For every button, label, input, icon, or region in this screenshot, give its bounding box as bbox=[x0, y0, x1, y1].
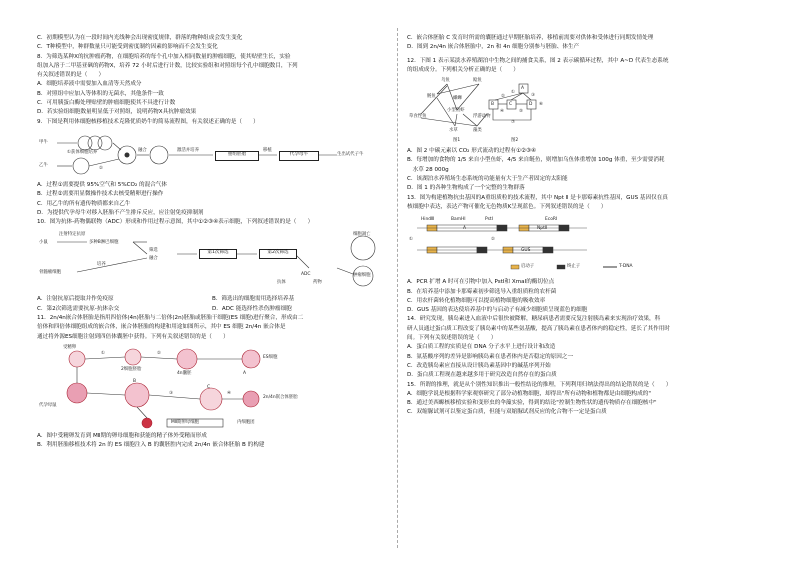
q12-fish2: 鲶鱼 bbox=[473, 78, 482, 84]
q12-arrow-6: ⑥ bbox=[539, 102, 543, 108]
q12-arrow-5: ⑤ bbox=[519, 109, 523, 115]
q12-node-b: B bbox=[491, 102, 495, 108]
text-line: C．T种模型中，种群数量只可能受到密度制约因素的影响而不会发生变化 bbox=[37, 44, 218, 51]
q11-stage: MⅡ期卵母细胞 bbox=[171, 419, 199, 425]
q10-figure bbox=[37, 228, 387, 294]
q9-stem: 9．下图是利用体细胞核移植技术克隆优质奶牛的简易流程图，有关叙述正确的是（ ） bbox=[37, 118, 259, 125]
q15-option: C．双缩脲试剂可以鉴定蛋白质，但能与双缩脲试剂反应的化合物不一定是蛋白质 bbox=[407, 409, 607, 416]
q13-site-ecor: EcoRⅠ bbox=[545, 217, 558, 223]
q12-arrow-2: ② bbox=[501, 94, 505, 100]
q13-legend-promoter: 启动子 bbox=[521, 264, 535, 270]
q9-option: D．为提供代孕母牛对移入胚胎不产生排斥反应，应注射免疫抑制剂 bbox=[37, 209, 204, 216]
q11-two-cell: 2细胞胚胎 bbox=[121, 366, 142, 372]
q13-figure-lines bbox=[407, 213, 757, 277]
q13-label-1: ① bbox=[409, 237, 413, 243]
q11-mouse: 代孕母鼠 bbox=[39, 402, 57, 408]
q11-label-c: C bbox=[207, 384, 211, 390]
q10-apoptosis: 细胞凋亡 bbox=[353, 232, 371, 238]
q8-line: 组加入溶于二甲基亚砜的药物X，培养 72 小时后进行计数，比较实验组和对照组每个孔中细胞数目，下列 bbox=[37, 62, 298, 69]
q14-option: A．蛋白质工程的实质是在 DNA 分子水平上进行设计和改造 bbox=[407, 344, 556, 351]
q10-screen2: 第2次筛选 bbox=[259, 249, 297, 259]
q13-stem: 核细胞中表达，表达产物可催化无色物质K呈现蓝色。下列叙述错误的是（ ） bbox=[407, 203, 607, 210]
q11-label-a: A bbox=[243, 370, 247, 376]
q8-option: A．细胞培养液中需要加入血清等天然成分 bbox=[37, 81, 142, 88]
q9-activate: 激活并培养 bbox=[177, 147, 199, 153]
q10-figure-lines bbox=[37, 228, 387, 294]
q12-node-d: D bbox=[529, 102, 533, 108]
q12-option: A．图 2 中碳元素以 CO₂ 形式流动的过程有①②③④ bbox=[407, 148, 537, 155]
q9-label-yi: 乙牛 bbox=[39, 162, 48, 168]
text-line: C．嵌合体胚胎 C 发育时所需的囊胚通过早期胚胎培养，移植前需要对供体和受体进行同期发情处理 bbox=[407, 35, 654, 41]
q13-option: C．用农杆菌转化植物细胞可以提高植物细胞的吸收效率 bbox=[407, 297, 546, 304]
q12-plant: 水草 bbox=[449, 128, 458, 134]
q12-snail: 螺蛳 bbox=[453, 96, 462, 102]
q10-stem: 10．图为抗体-药物偶联物（ADC）形成和作用过程示意图，其中①②③④表示细胞，下列叙述错误的是（ ） bbox=[37, 219, 314, 226]
q13-gus: GUS bbox=[521, 248, 531, 254]
q12-option: C．该湖泊水养殖场生态系统的功能量有大于生产者固定的太阳能 bbox=[407, 176, 568, 183]
q11-inner: 内细胞团 bbox=[237, 419, 255, 425]
q12-caption2: 图2 bbox=[511, 138, 519, 144]
text-line: D．图到 2n/4n 嵌合体胚胎中，2n 和 4n 细胞分别参与胚胎、体生产 bbox=[407, 44, 580, 51]
q12-shrimp: 小型鱼虾 bbox=[447, 108, 465, 114]
left-column bbox=[37, 34, 387, 451]
q8-option: B．对照组中应加入等体积的无菌水，其他条件一致 bbox=[37, 90, 164, 97]
q9-recombinant-embryo: 重组胚胎 bbox=[215, 151, 259, 161]
q12-fish4: 草食性鱼 bbox=[409, 114, 427, 120]
q13-option: A．PCR 扩增 A 时可在引物中加入 PstⅠ和 XmaⅠ的酶切位点 bbox=[407, 279, 555, 286]
q11-stem: 通过将外源ES细胞注射到四倍体囊胚中获得。下列有关叙述错误的是（ ） bbox=[37, 333, 229, 340]
q11-stem: 倍体和四倍体细胞组成的嵌合体，嵌合体胚胎的构建和用途如图所示，其中 ES 细胞 2n/4n 嵌合体是 bbox=[37, 324, 286, 331]
q14-option: C．改造胰岛素应直接从设计胰岛素基因中的碱基序列开始 bbox=[407, 362, 551, 369]
q11-option: A．图中受精卵发育到 MⅡ期的卵母细胞和获能的精子体外受精而形成 bbox=[37, 432, 207, 439]
q12-arrow-4: ④ bbox=[500, 109, 504, 115]
q9-fuse: 融合 bbox=[138, 147, 147, 153]
q10-inject: 注射特定抗原 bbox=[59, 232, 86, 238]
q12-figure bbox=[407, 76, 757, 146]
q11-figure bbox=[37, 343, 387, 431]
q10-myeloma: 骨髓瘤细胞 bbox=[39, 270, 61, 276]
q10-antibody: 抗体 bbox=[277, 280, 286, 286]
q12-node-a: A bbox=[521, 86, 525, 92]
q12-option: B．每增加的食物的 1/5 来自小型鱼虾，4/5 来自鲢鱼，则增加乌鱼体重增加 100g 体重，至少需要消耗 bbox=[407, 157, 665, 164]
q8-line: 有关叙述错误的是（ ） bbox=[37, 72, 105, 79]
q15-option: A．细胞学说是根据科学家观察研究了部分动植物细胞，却得出"所有动物和植物都是由细胞构成的" bbox=[407, 390, 651, 397]
q12-option: D．图 1 的各种生物构成了一个完整的生物群落 bbox=[407, 185, 525, 192]
q11-step2: ② bbox=[157, 350, 161, 356]
q9-figure bbox=[37, 128, 387, 180]
q8-option: C．可用胰蛋白酶处理贴壁的肿瘤细胞使其不具进行计数 bbox=[37, 100, 176, 107]
q8-option: D．若实验组细胞数量明显低于对照组，说明药物X具抗肿瘤效果 bbox=[37, 109, 197, 116]
q10-bcells: 多种B淋巴细胞 bbox=[89, 240, 119, 246]
q10-option-c: C．第2次筛选需要抗原-抗体杂交 bbox=[37, 305, 120, 312]
q14-line: 间。下列有关叙述错误的是（ ） bbox=[407, 335, 497, 342]
q11-label-b: B bbox=[133, 378, 137, 384]
q14-option: D．蛋白质工程现在越来越多用于研究改造自然存在的蛋白质 bbox=[407, 372, 557, 379]
text-line: C．初期模型认为在一段时间内光线种会出现密度规律，群落的物种组成会发生变化 bbox=[37, 35, 243, 41]
q10-screen: 筛选 bbox=[149, 248, 158, 254]
q12-algae: 藻类 bbox=[473, 128, 482, 134]
q13-site-hind: HindⅢ bbox=[421, 217, 435, 223]
q13-gene-a: A bbox=[463, 226, 467, 232]
q10-fuse: 融合 bbox=[149, 256, 158, 262]
q14-line: 14．研究发现，胰岛素进入血液中后很快被降解，糖尿病患者需要反复注射胰岛素来实现治疗效果，科 bbox=[407, 316, 661, 323]
q15-option: B．通过美西螈核移植实验和变形虫的伞藻实验，得到的结论"控制生物性状的遗传物质存在细胞核中" bbox=[407, 400, 657, 407]
q11-figure-lines bbox=[37, 343, 387, 431]
q14-option: B．氨基酸序列的差异是影响胰岛素在患者体内是否稳定的原因之一 bbox=[407, 353, 574, 360]
q11-es: ES细胞 bbox=[263, 354, 278, 360]
q10-option-b: B．筛选出的细胞需用选择培养基 bbox=[212, 296, 295, 303]
q10-options bbox=[37, 305, 387, 314]
q11-step1: ① bbox=[101, 350, 105, 356]
q11-step4: ④ bbox=[227, 390, 231, 396]
q10-option-a: A．注射抗原后提取并作免疫原 bbox=[37, 296, 114, 303]
q9-label-jia: 甲牛 bbox=[39, 139, 48, 145]
q11-zygote: 受精卵 bbox=[63, 344, 77, 350]
q10-option-d: D．ADC 能选择性杀伤肿瘤细胞 bbox=[212, 305, 292, 312]
column-divider bbox=[397, 28, 398, 548]
q13-option: D．GUS 基因的表达使培养基中的与启动子有减少细胞质呈现蓝色的细胞 bbox=[407, 307, 588, 314]
q12-arrow-3: ③ bbox=[531, 93, 535, 99]
q9-step2: ② bbox=[99, 165, 103, 171]
q12-fish3: 鲢鱼 bbox=[427, 94, 436, 100]
q9-offspring: 生出试代子牛 bbox=[337, 151, 364, 157]
q10-adc: ADC bbox=[301, 272, 311, 278]
q12-fish1: 乌鱼 bbox=[441, 78, 450, 84]
q11-option: B．利用胚胎移植技术将 2n 的 ES 细胞注入 B 的囊胚腔内完成 2n/4n 嵌合体胚胎 B 的构建 bbox=[37, 442, 265, 449]
q10-drug: 药物 bbox=[313, 280, 322, 286]
q13-legend-terminator: 终止子 bbox=[567, 264, 581, 270]
q9-step1: ①获体细胞培养 bbox=[67, 149, 98, 155]
q12-stem: 的组成成分。下列相关分析正确的是（ ） bbox=[407, 66, 519, 73]
q13-npt: NptⅡ bbox=[537, 226, 547, 232]
q8-line: 8．为筛选某种X的抗肿瘤药物，在细胞培养的每个孔中加入相同数量的肿瘤细胞，使其贴壁生长，实验 bbox=[37, 53, 291, 60]
q11-chimera: 2n/4n嵌合体胚胎 bbox=[263, 394, 298, 400]
q12-node-c: C bbox=[509, 102, 513, 108]
q13-site-bam: BamHⅠ bbox=[451, 217, 466, 223]
q10-screen1: 第1次筛选 bbox=[199, 249, 237, 259]
q13-stem: 13．图为构建植物抗虫基因的A重组质粒的技术流程，其中 Npt Ⅱ 是卡那霉素抗性基因，GUS 基因仅在真 bbox=[407, 194, 668, 201]
q12-option: 水草 28 000g bbox=[407, 166, 449, 173]
q14-line: 研人员通过蛋白质工程改变了胰岛素中的某些氨基酸，提高了胰岛素在患者体内的稳定性，延长了其作用时 bbox=[407, 325, 670, 332]
q10-options bbox=[37, 295, 387, 304]
q9-surrogate: 代孕母牛 bbox=[279, 151, 319, 161]
q12-caption1: 图1 bbox=[453, 138, 461, 144]
q10-mouse: 小鼠 bbox=[39, 240, 48, 246]
q12-plankton: 浮游动物 bbox=[473, 114, 491, 120]
q13-site-pst: PstⅠ bbox=[485, 217, 493, 223]
q12-arrow-1: ① bbox=[511, 90, 515, 96]
q11-4n: 4n囊胚 bbox=[177, 370, 192, 376]
q9-option: B．过程②需要用显微操作技术去核受精卵进行操作 bbox=[37, 191, 164, 198]
q15-line: 15．所谓的推理，就是从个别性知识推出一般性结论的推理，下列利用归纳法得出的结论错误的是（ ） bbox=[407, 381, 672, 388]
q9-option: A．过程①需要提供 95%空气和 5%CO₂ 的混合气体 bbox=[37, 181, 167, 188]
q11-step3: ③ bbox=[169, 390, 173, 396]
q13-option: B．在培养基中添加卡那霉素初步筛选导入重组质粒的农杆菌 bbox=[407, 288, 557, 295]
q10-tumor: 肿瘤细胞 bbox=[353, 273, 371, 279]
q9-option: C．用乙牛的所有遗传物质都来自乙牛 bbox=[37, 200, 131, 207]
q11-stem: 11．2n/4n嵌合体胚胎是指用四倍体(4n)胚胎与二倍体(2n)胚胎或胚胎干细胞(ES 细胞)进行聚合，形成由二 bbox=[37, 315, 304, 322]
q10-culture: 培养 bbox=[97, 262, 106, 268]
q12-arrow-7: ⑦ bbox=[511, 120, 515, 126]
right-column bbox=[407, 34, 757, 418]
q13-figure bbox=[407, 213, 757, 277]
q12-stem: 12．下图 1 表示某淡水养殖湖泊中生物之间的捕食关系，图 2 表示碳循环过程，其中 A~D 代表生态系统 bbox=[407, 57, 669, 64]
q13-label-2: ② bbox=[491, 237, 495, 243]
q13-legend-tdna: T-DNA bbox=[619, 264, 633, 270]
q9-transfer: 移植 bbox=[263, 147, 272, 153]
